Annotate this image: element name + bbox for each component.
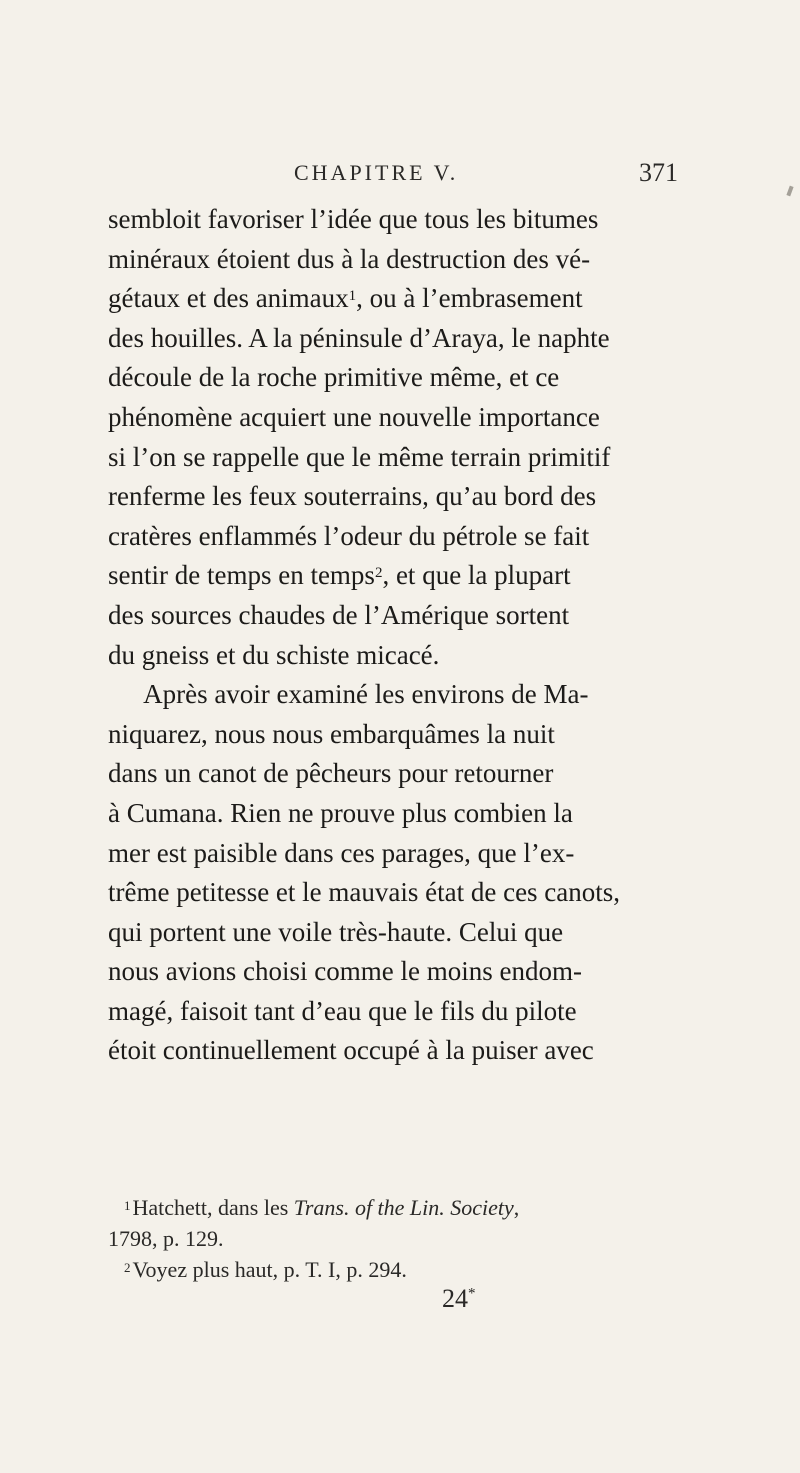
text-line: gétaux et des animaux	[108, 283, 349, 314]
text-line: magé, faisoit tant d’eau que le fils du pilote	[108, 995, 577, 1026]
text-line: si l’on se rappelle que le même terrain primitif	[108, 441, 611, 472]
text-line: découle de la roche primitive même, et ce	[108, 362, 560, 393]
text-line: du gneiss et du schiste micacé.	[108, 639, 440, 670]
footnote-number: 2	[124, 1260, 131, 1275]
text-line: mer est paisible dans ces parages, que l’ex-	[108, 837, 575, 868]
text-line: des sources chaudes de l’Amérique sortent	[108, 599, 570, 630]
footnote-text: 1798, p. 129.	[108, 1226, 224, 1251]
footnote-2	[108, 1254, 692, 1285]
footnote-number: 1	[124, 1198, 131, 1213]
text-line: niquarez, nous nous embarquâmes la nuit	[108, 718, 555, 749]
footnote-reference-1[interactable]: 1	[348, 288, 357, 305]
text-line: trême petitesse et le mauvais état de ces canots,	[108, 877, 621, 908]
text-line: dans un canot de pêcheurs pour retourner	[108, 758, 554, 789]
stray-ink-mark	[786, 186, 793, 197]
text-line: étoit continuellement occupé à la puiser avec	[108, 1035, 594, 1066]
body-text	[108, 200, 692, 1071]
paragraph-1	[108, 200, 692, 675]
text-line: phénomène acquiert une nouvelle importance	[108, 401, 600, 432]
chapter-heading: CHAPITRE V.	[294, 160, 459, 185]
page-number: 371	[639, 158, 678, 187]
footnote-reference-2[interactable]: 2	[374, 565, 383, 582]
text-line: des houilles. A la péninsule d’Araya, le naphte	[108, 322, 610, 353]
text-line: minéraux étoient dus à la destruction des vé-	[108, 243, 591, 274]
footnote-text: Hatchett, dans les	[132, 1195, 294, 1220]
text-line: sembloit favoriser l’idée que tous les bitumes	[108, 204, 599, 234]
text-line: renferme les feux souterrains, qu’au bord des	[108, 481, 597, 512]
signature-star: *	[468, 1285, 476, 1302]
text-line: Après avoir examiné les environs de Ma-	[143, 679, 589, 710]
text-line: , et que la plupart	[382, 560, 571, 591]
footnote-text: ,	[513, 1195, 520, 1220]
footnotes	[108, 1192, 692, 1285]
text-line: à Cumana. Rien ne prouve plus combien la	[108, 797, 573, 828]
text-line: , ou à l’embrasement	[356, 283, 583, 314]
signature-number: 24	[442, 1284, 468, 1313]
running-head	[120, 158, 680, 194]
text-line: cratères enflammés l’odeur du pétrole se fait	[108, 520, 590, 551]
footnote-text: Voyez plus haut, p. T. I, p. 294.	[132, 1257, 407, 1282]
footnote-1	[108, 1192, 692, 1254]
text-line: qui portent une voile très-haute. Celui que	[108, 916, 564, 947]
footnote-journal-title: Trans. of the Lin. Society	[293, 1195, 514, 1220]
signature-mark	[442, 1284, 476, 1314]
paragraph-2	[108, 675, 692, 1071]
text-line: sentir de temps en temps	[108, 560, 375, 591]
text-line: nous avions choisi comme le moins endom-	[108, 956, 582, 987]
